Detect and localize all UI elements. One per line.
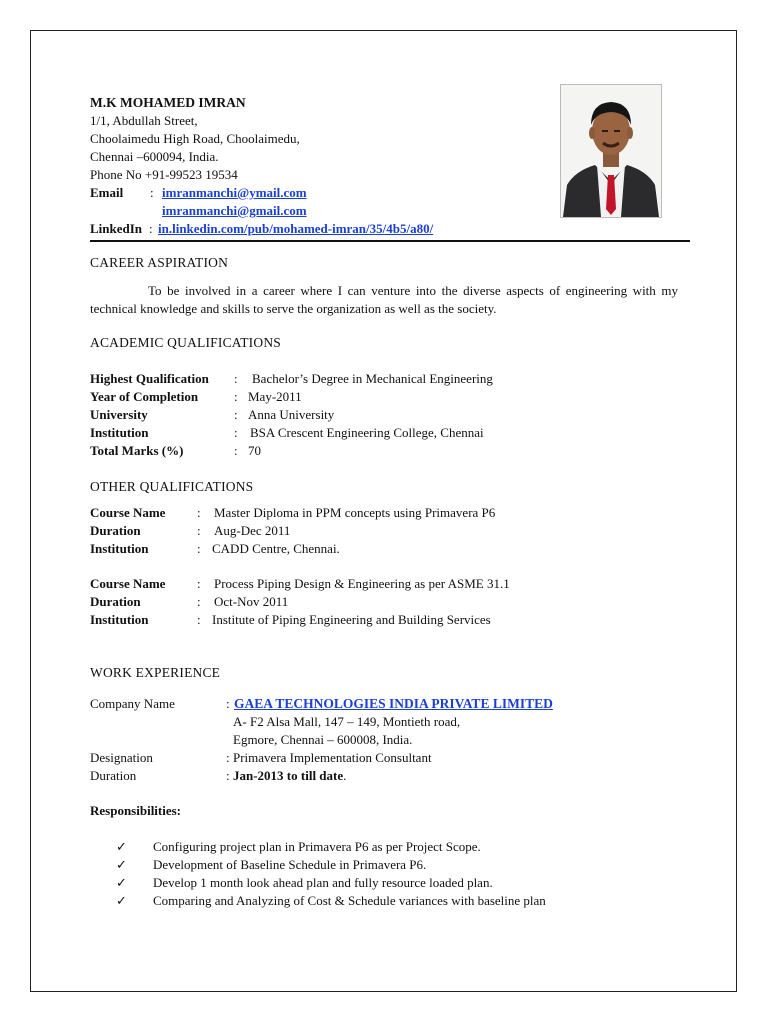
academic-label: Highest Qualification bbox=[90, 371, 209, 386]
duration-separator: : bbox=[226, 768, 230, 783]
course-label: Institution bbox=[90, 612, 149, 627]
academic-value: 70 bbox=[248, 443, 261, 458]
academic-label: Year of Completion bbox=[90, 389, 199, 404]
responsibility-item: Configuring project plan in Primavera P6 as per Project Scope. bbox=[153, 839, 481, 854]
course-separator: : bbox=[197, 594, 201, 609]
course-value: Institute of Piping Engineering and Building Services bbox=[212, 612, 491, 627]
responsibility-item: Comparing and Analyzing of Cost & Schedule variances with baseline plan bbox=[153, 893, 546, 908]
email-link-ymail[interactable]: imranmanchi@ymail.com bbox=[162, 185, 307, 200]
academic-section-title: ACADEMIC QUALIFICATIONS bbox=[90, 335, 281, 350]
academic-separator: : bbox=[234, 425, 238, 440]
course-value: CADD Centre, Chennai. bbox=[212, 541, 340, 556]
duration-suffix: . bbox=[343, 768, 347, 783]
duration-label: Duration bbox=[90, 768, 137, 783]
academic-separator: : bbox=[234, 407, 238, 422]
company-name-link[interactable]: GAEA TECHNOLOGIES INDIA PRIVATE LIMITED bbox=[234, 696, 553, 711]
email-link-gmail[interactable]: imranmanchi@gmail.com bbox=[162, 203, 307, 218]
course-separator: : bbox=[197, 523, 201, 538]
course-value: Process Piping Design & Engineering as per ASME 31.1 bbox=[214, 576, 510, 591]
course-separator: : bbox=[197, 576, 201, 591]
designation-label: Designation bbox=[90, 750, 153, 765]
linkedin-separator: : bbox=[149, 221, 153, 236]
course-label: Duration bbox=[90, 523, 141, 538]
course-label: Course Name bbox=[90, 505, 166, 520]
phone-number: Phone No +91-99523 19534 bbox=[90, 167, 238, 182]
academic-value: May-2011 bbox=[248, 389, 302, 404]
academic-label: University bbox=[90, 407, 148, 422]
course-value: Oct-Nov 2011 bbox=[214, 594, 289, 609]
responsibility-item: Development of Baseline Schedule in Primavera P6. bbox=[153, 857, 427, 872]
profile-photo bbox=[560, 84, 662, 218]
header-divider bbox=[90, 240, 690, 242]
academic-separator: : bbox=[234, 371, 238, 386]
duration-value-text: Jan-2013 to till date bbox=[233, 768, 344, 783]
course-label: Course Name bbox=[90, 576, 166, 591]
course-label: Institution bbox=[90, 541, 149, 556]
check-icon: ✓ bbox=[116, 839, 127, 854]
academic-separator: : bbox=[234, 389, 238, 404]
email-label: Email bbox=[90, 185, 124, 200]
academic-label: Total Marks (%) bbox=[90, 443, 184, 458]
course-separator: : bbox=[197, 612, 201, 627]
address-line-2: Choolaimedu High Road, Choolaimedu, bbox=[90, 131, 300, 146]
course-value: Master Diploma in PPM concepts using Primavera P6 bbox=[214, 505, 496, 520]
linkedin-label: LinkedIn bbox=[90, 221, 143, 236]
company-separator: : bbox=[226, 696, 230, 711]
career-section-title: CAREER ASPIRATION bbox=[90, 255, 229, 270]
check-icon: ✓ bbox=[116, 857, 127, 872]
academic-value: Bachelor’s Degree in Mechanical Engineering bbox=[252, 371, 493, 386]
academic-label: Institution bbox=[90, 425, 149, 440]
company-address-line-1: A- F2 Alsa Mall, 147 – 149, Montieth road, bbox=[233, 714, 461, 729]
designation-value: Primavera Implementation Consultant bbox=[233, 750, 432, 765]
course-separator: : bbox=[197, 505, 201, 520]
course-value: Aug-Dec 2011 bbox=[214, 523, 291, 538]
address-line-3: Chennai –600094, India. bbox=[90, 149, 219, 164]
course-separator: : bbox=[197, 541, 201, 556]
course-label: Duration bbox=[90, 594, 141, 609]
email-separator: : bbox=[150, 185, 154, 200]
duration-value bbox=[233, 767, 346, 785]
academic-value: BSA Crescent Engineering College, Chennai bbox=[250, 425, 484, 440]
check-icon: ✓ bbox=[116, 875, 127, 890]
check-icon: ✓ bbox=[116, 893, 127, 908]
company-label: Company Name bbox=[90, 696, 175, 711]
academic-separator: : bbox=[234, 443, 238, 458]
academic-value: Anna University bbox=[248, 407, 335, 422]
career-text-body: To be involved in a career where I can venture into the diverse aspects of engineering with my technical knowledge and skills to serve the organization as well as the society. bbox=[90, 283, 678, 316]
work-section-title: WORK EXPERIENCE bbox=[90, 665, 221, 680]
responsibilities-title: Responsibilities: bbox=[90, 803, 182, 818]
company-address-line-2: Egmore, Chennai – 600008, India. bbox=[233, 732, 413, 747]
address-line-1: 1/1, Abdullah Street, bbox=[90, 113, 198, 128]
linkedin-link[interactable]: in.linkedin.com/pub/mohamed-imran/35/4b5/a80/ bbox=[158, 221, 434, 236]
designation-separator: : bbox=[226, 750, 230, 765]
profile-photo-image bbox=[561, 85, 661, 217]
responsibility-item: Develop 1 month look ahead plan and fully resource loaded plan. bbox=[153, 875, 493, 890]
other-section-title: OTHER QUALIFICATIONS bbox=[90, 479, 254, 494]
career-text bbox=[90, 282, 678, 318]
candidate-name: M.K MOHAMED IMRAN bbox=[90, 95, 246, 110]
